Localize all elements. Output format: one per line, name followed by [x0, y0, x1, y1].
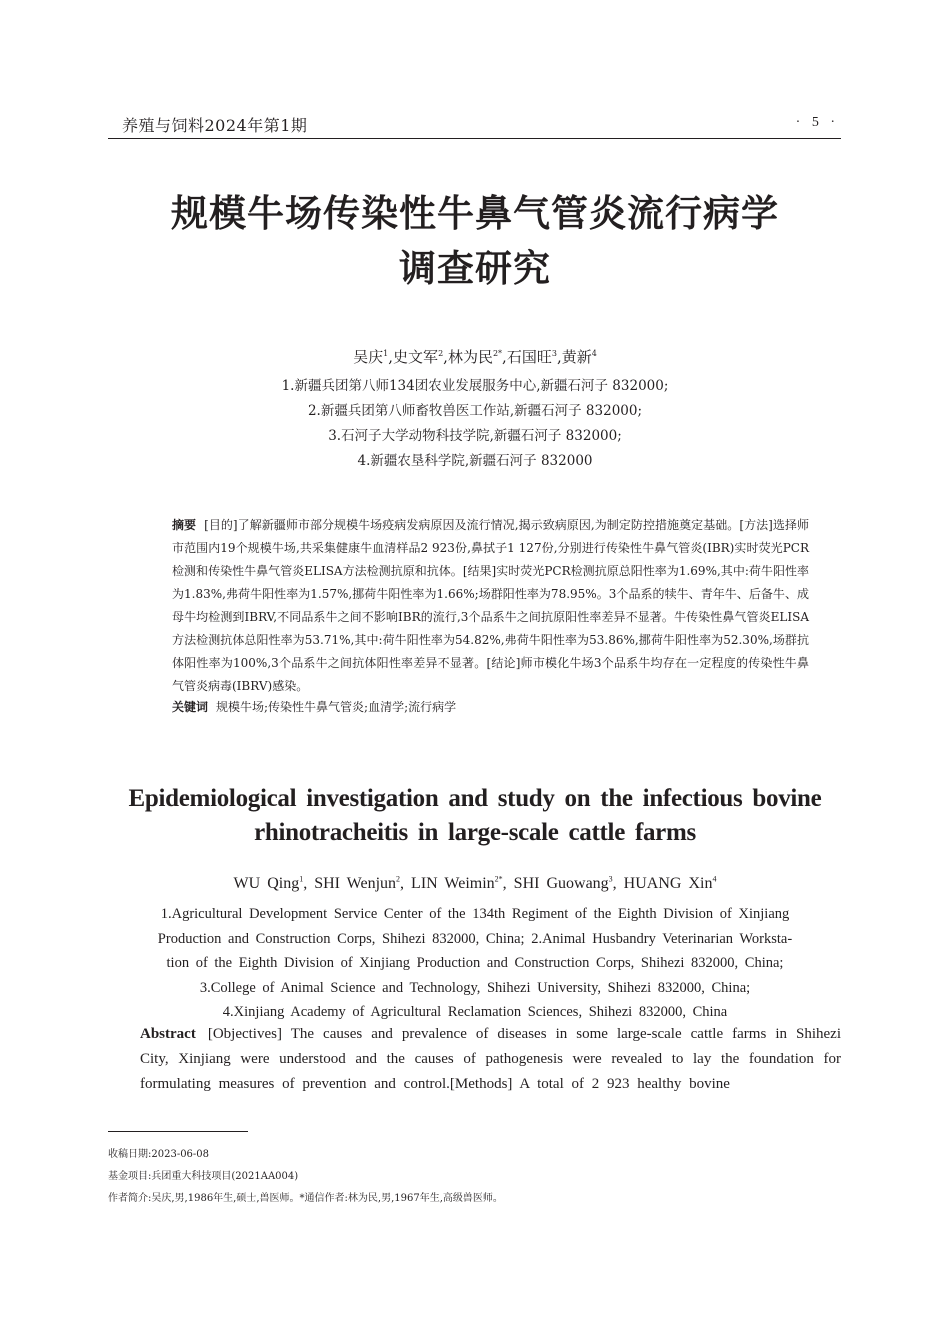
author	[393, 348, 443, 366]
footnote-rule	[108, 1131, 248, 1132]
author-name: 吴庆	[353, 348, 384, 366]
author	[411, 875, 503, 892]
affiliation-line: 4.Xinjiang Academy of Agricultural Reclamation Sciences, Shihezi 832000, China	[222, 1004, 728, 1021]
running-header	[108, 108, 841, 139]
chinese-abstract	[144, 514, 809, 698]
chinese-title-line: 调查研究	[399, 247, 551, 290]
keywords-text: 规模牛场;传染性牛鼻气管炎;血清学;流行病学	[216, 700, 457, 714]
author-name: HUANG Xin	[623, 875, 713, 892]
author-separator: ,	[443, 348, 448, 366]
affiliation-line: 1.Agricultural Development Service Center of the 134th Regiment of the Eighth Division of Xinjiang	[160, 906, 790, 922]
author	[234, 875, 304, 892]
author	[624, 875, 717, 892]
author-affiliation-mark: 1	[299, 874, 304, 884]
author-separator: ,	[556, 348, 562, 366]
author-name: 石国旺	[506, 348, 552, 366]
author-separator: ,	[502, 348, 507, 366]
english-affiliations	[112, 902, 838, 1025]
author-affiliation-mark: 4	[591, 349, 597, 358]
fund-project: 基金项目:兵团重大科技项目(2021AA004)	[108, 1171, 299, 1182]
english-abstract	[108, 1022, 841, 1097]
author	[514, 875, 613, 892]
affiliation-line: 3.石河子大学动物科技学院,新疆石河子 832000;	[328, 428, 622, 444]
english-title-line: Epidemiological investigation and study on the infectious bovine	[128, 785, 822, 812]
author-separator: ,	[388, 348, 394, 366]
author	[507, 348, 557, 366]
english-title-line: rhinotracheitis in large-scale cattle farms	[254, 819, 696, 846]
author-name: 林为民	[447, 348, 493, 366]
affiliation-line: Production and Construction Corps, Shihezi 832000, China; 2.Animal Husbandry Veterinarian Worksta-	[157, 930, 793, 947]
author	[562, 348, 597, 366]
page-number: · 5 ·	[795, 115, 839, 130]
author-affiliation-mark: 2	[438, 349, 444, 358]
english-title	[100, 782, 850, 850]
author-affiliation-mark: 2	[396, 874, 401, 884]
affiliation-line: 2.新疆兵团第八师畜牧兽医工作站,新疆石河子 832000;	[307, 403, 643, 419]
author-affiliation-mark: 2*	[494, 874, 503, 884]
author-name: 史文军	[393, 348, 439, 366]
author-affiliation-mark: 3	[551, 349, 557, 358]
author	[353, 348, 388, 366]
journal-name: 养殖与饲料2024年第1期	[122, 116, 308, 135]
chinese-affiliations	[100, 374, 850, 474]
author-separator: ,	[502, 875, 514, 892]
author-affiliation-mark: 2*	[492, 349, 503, 358]
english-authors	[100, 875, 850, 893]
author-affiliation-mark: 3	[608, 874, 613, 884]
author-bio: 作者简介:吴庆,男,1986年生,硕士,兽医师。*通信作者:林为民,男,1967年生,高级兽医师。	[108, 1193, 503, 1204]
author-name: LIN Weimin	[411, 875, 495, 892]
abstract-label: 摘要	[172, 518, 197, 532]
author-name: SHI Wenjun	[314, 875, 397, 892]
footnotes	[108, 1144, 841, 1210]
author-name: 黄新	[561, 348, 592, 366]
received-date: 收稿日期:2023-06-08	[108, 1149, 210, 1160]
author-affiliation-mark: 4	[712, 874, 717, 884]
affiliation-line: tion of the Eighth Division of Xinjiang Production and Construction Corps, Shihezi 832000, China;	[166, 955, 784, 972]
chinese-title-line: 规模牛场传染性牛鼻气管炎流行病学	[171, 192, 779, 235]
abstract-text: [目的]了解新疆师市部分规模牛场疫病发病原因及流行情况,揭示致病原因,为制定防控措施奠定基础。[方法]选择师市范围内19个规模牛场,共采集健康牛血清样品2 923份,鼻拭子1 127份,分别进行传染性牛鼻气管炎(IBR)实时荧光PCR检测和传染性牛鼻气管炎ELISA方法检测抗原和抗体。[结果]实时荧光PCR检测抗原总阳性率为1.69%,其中:荷牛阳性率为1.83%,弗荷牛阳性率为1.57%,挪荷牛阳性率为1.66%;场群阳性率为78.95%。3个品系的犊牛、青年牛、后备牛、成母牛均检测到IBRV,不同品系牛之间不影响IBR的流行,3个品系牛之间抗原阳性率差异不显著。牛传染性鼻气管炎ELISA方法检测抗体总阳性率为53.71%,其中:荷牛阳性率为54.82%,弗荷牛阳性率为53.86%,挪荷牛阳性率为52.30%,场群抗体阳性率为100%,3个品系牛之间抗体阳性率差异不显著。[结论]师市模化牛场3个品系牛均存在一定程度的传染性牛鼻气管炎病毒(IBRV)感染。	[172, 518, 809, 693]
chinese-keywords	[172, 698, 809, 715]
chinese-authors	[100, 346, 850, 367]
author-affiliation-mark: 1	[383, 349, 389, 358]
abstract-label: Abstract	[140, 1026, 196, 1042]
author-name: SHI Guowang	[513, 875, 609, 892]
affiliation-line: 1.新疆兵团第八师134团农业发展服务中心,新疆石河子 832000;	[281, 378, 669, 394]
keywords-label: 关键词	[172, 700, 209, 714]
chinese-title	[100, 186, 850, 296]
author-separator: ,	[612, 875, 624, 892]
author-separator: ,	[303, 875, 315, 892]
author-name: WU Qing	[233, 875, 300, 892]
abstract-text: [Objectives] The causes and prevalence of diseases in some large-scale cattle farms in Shihezi City, Xinjiang were understood and the causes of pathogenesis were revealed to lay the foundation for formulating measures of prevention and control.[Methods] A total of 2 923 healthy bovine	[140, 1026, 841, 1092]
author	[314, 875, 400, 892]
author-separator: ,	[400, 875, 412, 892]
affiliation-line: 4.新疆农垦科学院,新疆石河子 832000	[357, 453, 593, 469]
affiliation-line: 3.College of Animal Science and Technology, Shihezi University, Shihezi 832000, China;	[199, 979, 751, 996]
author	[448, 348, 502, 366]
